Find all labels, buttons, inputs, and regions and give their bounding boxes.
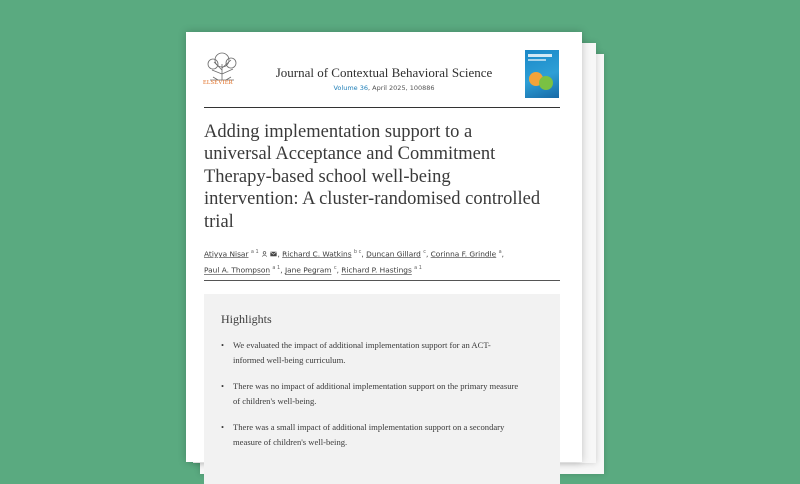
author-link[interactable]: Jane Pegram [284, 265, 332, 275]
author-link[interactable]: Richard P. Hastings [341, 265, 412, 275]
highlights-box [204, 294, 560, 484]
affiliation-sup[interactable]: c [333, 265, 337, 272]
highlight-item: • There was a small impact of additional implementation support on a secondary measure of children's well-being. [221, 420, 521, 449]
header-divider [204, 107, 560, 108]
affiliation-sup[interactable]: a 1 [272, 265, 281, 272]
issue-info: , April 2025, 100886 [367, 84, 435, 92]
article-title: Adding implementation support to a universal Acceptance and Commitment Therapy-based school well-being intervention: A cluster-randomised controlled trial [204, 122, 541, 232]
affiliation-sup[interactable]: b c [353, 249, 362, 255]
publisher-name: ELSEVIER [203, 80, 233, 86]
affiliation-sup[interactable]: c [423, 249, 426, 255]
highlights-heading: Highlights [221, 312, 272, 326]
journal-cover-thumbnail[interactable] [525, 50, 559, 98]
elsevier-tree-logo-icon [204, 50, 240, 94]
affiliation-sup[interactable]: a 1 [250, 249, 259, 255]
email-icon[interactable] [270, 251, 277, 257]
author-link[interactable]: Atiyya Nisar [204, 249, 249, 259]
affiliation-sup[interactable]: a 1 [414, 265, 422, 272]
author-link[interactable]: Richard C. Watkins [282, 249, 352, 259]
section-divider [204, 280, 560, 281]
highlight-item: • We evaluated the impact of additional implementation support for an ACT-informed well-being curriculum. [221, 338, 521, 367]
affiliation-sup[interactable]: a [498, 249, 502, 255]
journal-volume-info [269, 84, 499, 92]
author-link[interactable]: Corinna F. Grindle [430, 249, 497, 259]
volume-link[interactable]: Volume 36 [333, 84, 368, 92]
highlights-list [221, 338, 521, 461]
highlight-item: • There was no impact of additional implementation support on the primary measure of children's well-being. [221, 379, 521, 408]
author-list: Atiyya Nisar $^{a 1}$ , Richard C. Watkins $^{b c}$, Duncan Gillard $^c$, Corinna F. Grindle $^a$, Paul A. Thompson $^{a 1}$, Jane Pegram $^c$, Richard P. Hastings $^{a 1}$ [204, 249, 505, 275]
person-icon[interactable] [261, 251, 268, 257]
journal-title[interactable]: Journal of Contextual Behavioral Science [275, 65, 493, 80]
author-link[interactable]: Paul A. Thompson [204, 265, 271, 275]
article-page [186, 32, 582, 462]
author-link[interactable]: Duncan Gillard [366, 249, 421, 259]
